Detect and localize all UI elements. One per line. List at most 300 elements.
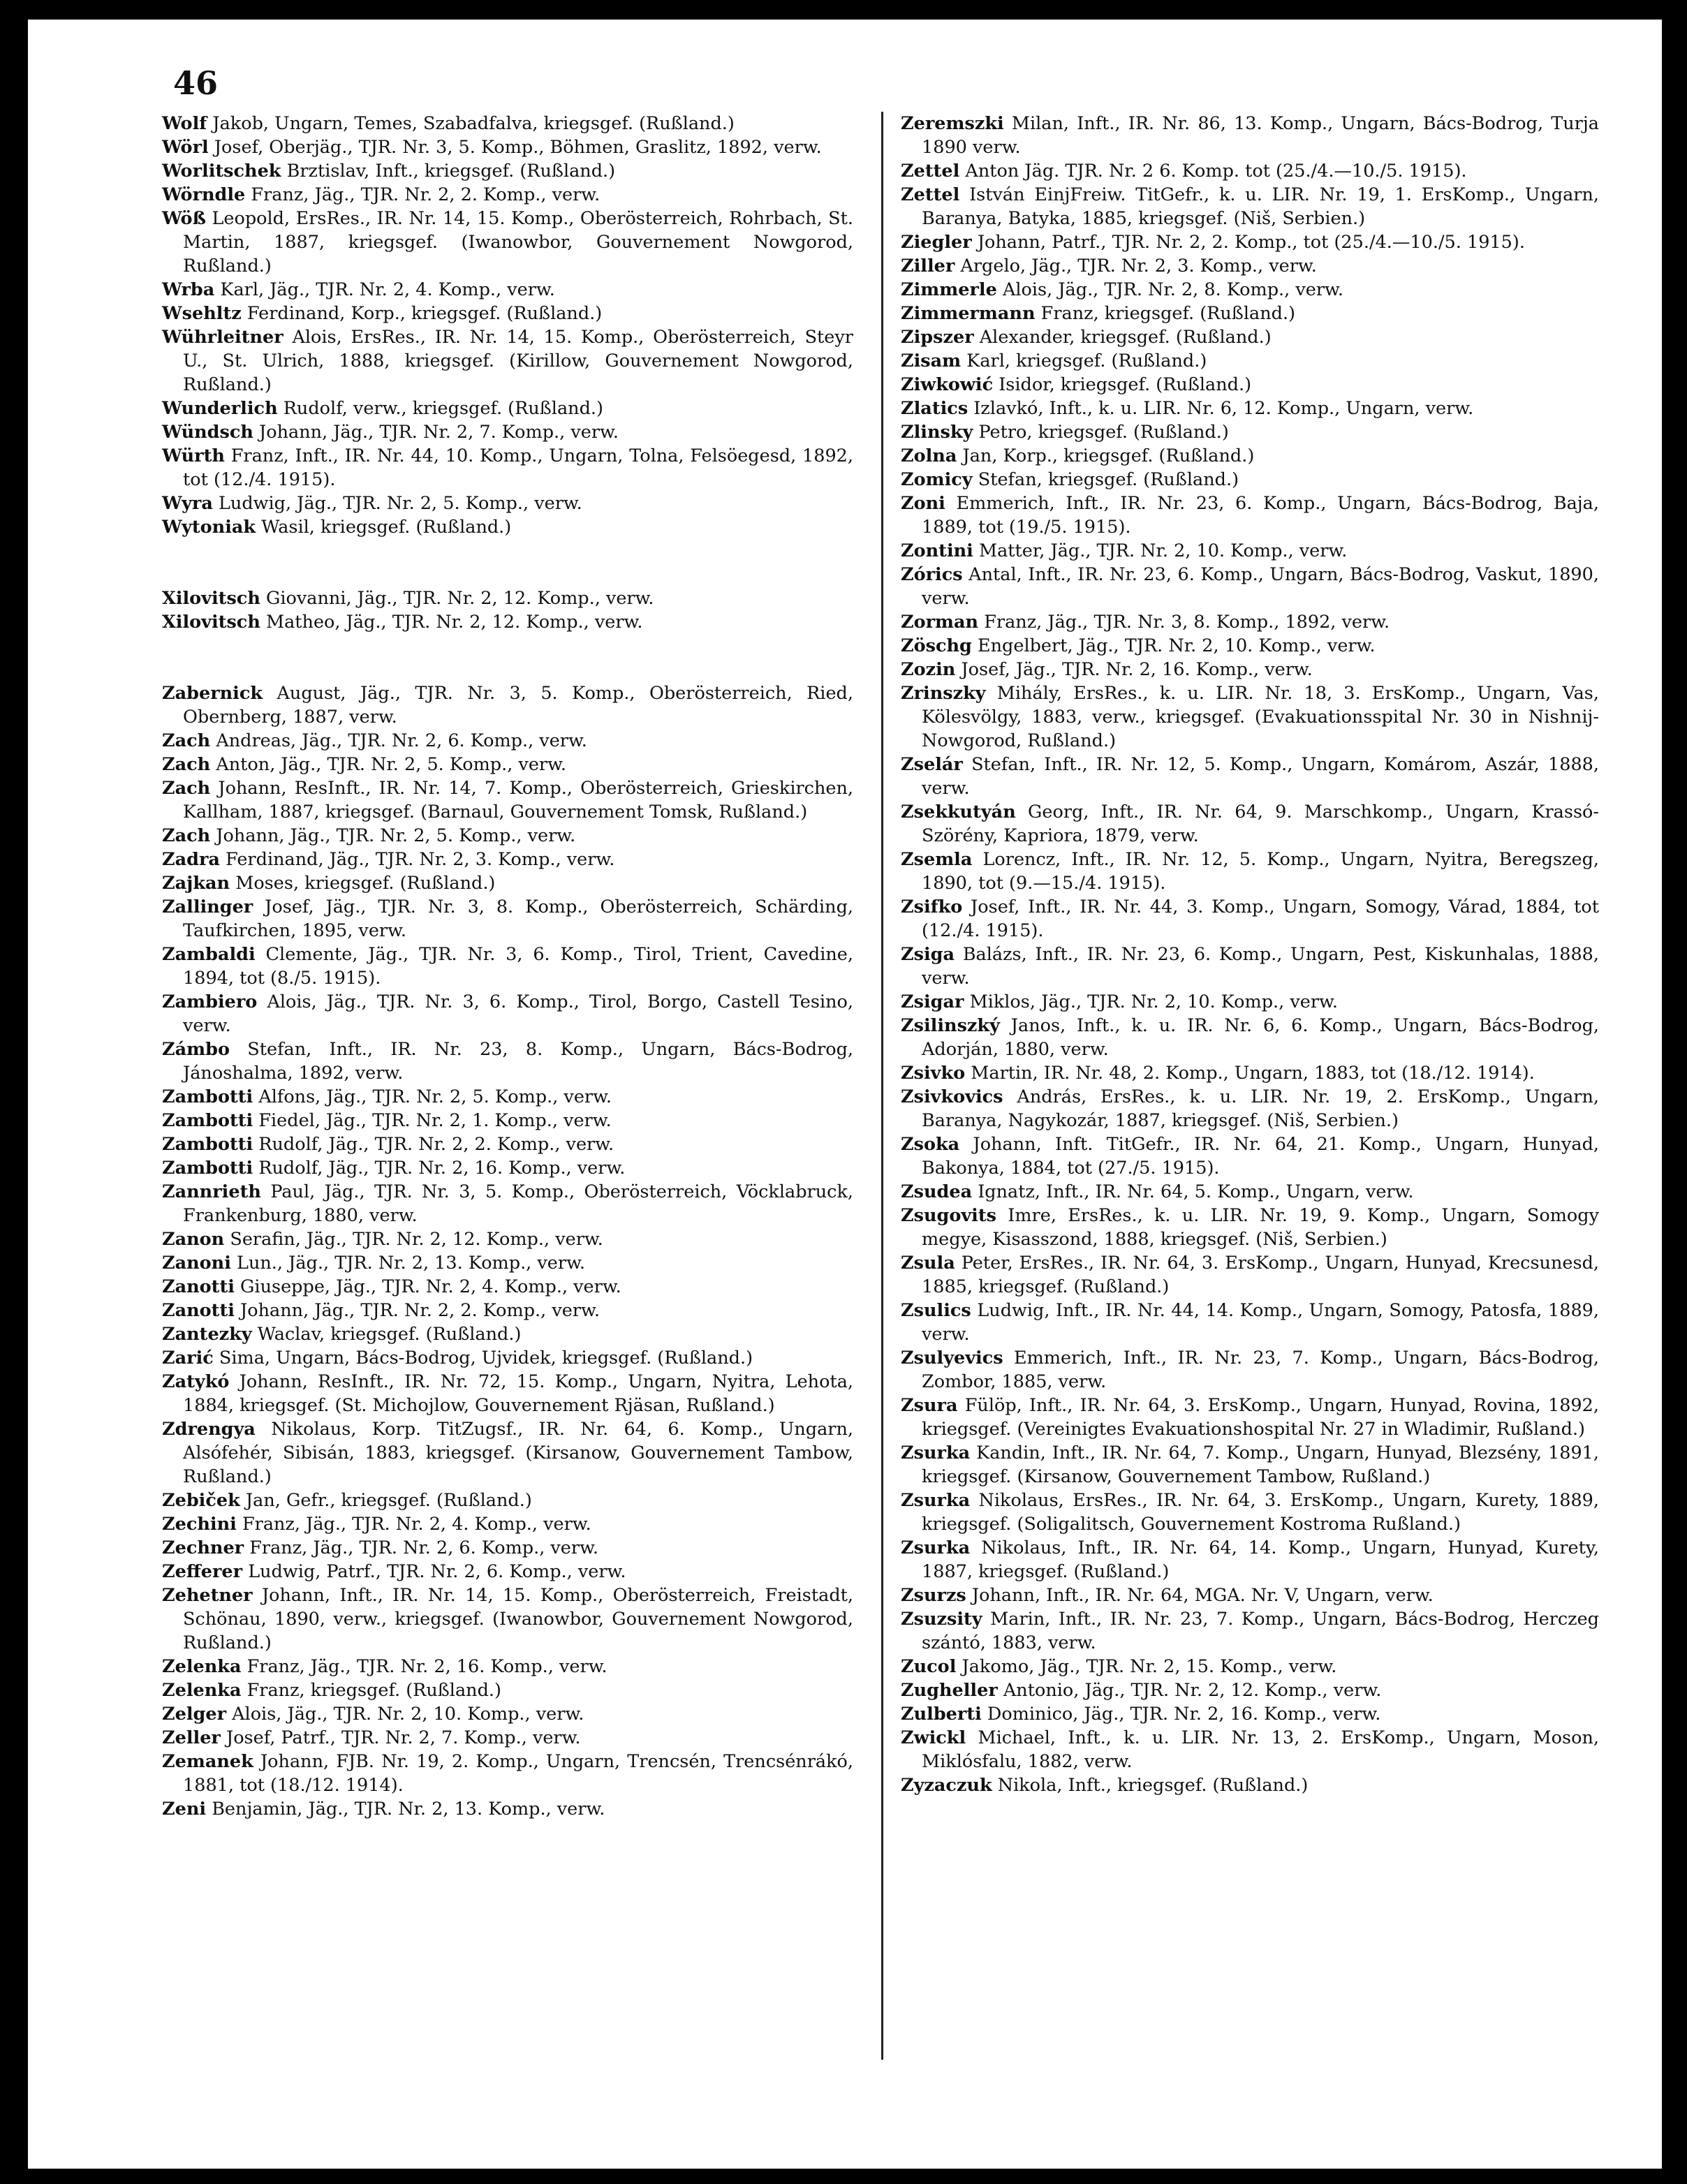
list-entry xyxy=(901,1584,1599,1607)
entry-details: Stefan, Inft., IR. Nr. 23, 8. Komp., Ungarn, Bács-Bodrog, Jánoshalma, 1892, verw. xyxy=(183,1039,854,1084)
entry-details: Rudolf, Jäg., TJR. Nr. 2, 2. Komp., verw. xyxy=(258,1134,614,1155)
entry-details: Clemente, Jäg., TJR. Nr. 3, 6. Komp., Tirol, Trient, Cavedine, 1894, tot (8./5. 1915). xyxy=(183,944,853,989)
list-entry xyxy=(162,492,853,515)
list-entry xyxy=(901,1702,1599,1726)
entry-surname: Zsoka xyxy=(901,1134,960,1155)
entry-details: Franz, Inft., IR. Nr. 44, 10. Komp., Ungarn, Tolna, Felsöegesd, 1892, tot (12./4. 1915). xyxy=(183,445,854,490)
list-entry xyxy=(901,112,1599,159)
list-entry xyxy=(901,1536,1599,1584)
list-entry xyxy=(901,420,1599,444)
entry-surname: Zontini xyxy=(901,540,973,561)
entry-surname: Zorman xyxy=(901,612,979,633)
list-entry xyxy=(901,895,1599,943)
list-entry xyxy=(901,634,1599,658)
entry-details: Johann, Inft. TitGefr., IR. Nr. 64, 21. Komp., Ungarn, Hunyad, Bakonya, 1884, tot (27./5. 1915). xyxy=(922,1134,1600,1179)
entry-surname: Zsurka xyxy=(901,1490,971,1511)
entry-surname: Ziller xyxy=(901,256,955,276)
entry-details: Josef, Jäg., TJR. Nr. 3, 8. Komp., Oberösterreich, Schärding, Taufkirchen, 1895, verw. xyxy=(183,897,854,941)
list-entry xyxy=(901,610,1599,634)
list-entry xyxy=(162,871,853,895)
entry-surname: Wöß xyxy=(162,208,206,229)
entry-details: Josef, Oberjäg., TJR. Nr. 3, 5. Komp., Böhmen, Graslitz, 1892, verw. xyxy=(214,137,822,158)
list-entry xyxy=(162,207,853,278)
page-number: 46 xyxy=(173,64,219,102)
list-entry xyxy=(901,800,1599,848)
entry-surname: Zelenka xyxy=(162,1656,242,1677)
list-entry xyxy=(162,444,853,492)
list-entry xyxy=(162,1299,853,1322)
list-entry xyxy=(901,539,1599,563)
section-gap xyxy=(162,634,853,681)
entry-details: Argelo, Jäg., TJR. Nr. 2, 3. Komp., verw. xyxy=(960,256,1317,276)
entry-surname: Zettel xyxy=(901,161,960,182)
entry-details: Josef, Jäg., TJR. Nr. 2, 16. Komp., verw. xyxy=(961,659,1313,680)
list-entry xyxy=(162,325,853,397)
list-entry xyxy=(162,1227,853,1251)
entry-surname: Zimmermann xyxy=(901,303,1036,324)
entry-surname: Zambotti xyxy=(162,1134,253,1155)
entry-surname: Zefferer xyxy=(162,1561,243,1582)
list-entry xyxy=(162,302,853,325)
entry-details: Paul, Jäg., TJR. Nr. 3, 5. Komp., Oberösterreich, Vöcklabruck, Frankenburg, 1880, verw. xyxy=(183,1181,853,1226)
entry-details: Alexander, kriegsgef. (Rußland.) xyxy=(979,327,1272,348)
entry-details: Nikolaus, Korp. TitZugsf., IR. Nr. 64, 6. Komp., Ungarn, Alsófehér, Sibisán, 1883, kriegsgef. (Kirsanow, Gouvernement Tambow, Rußland.) xyxy=(183,1419,853,1487)
list-entry xyxy=(901,1346,1599,1394)
entry-details: Johann, Jäg., TJR. Nr. 2, 5. Komp., verw. xyxy=(216,825,576,846)
list-entry xyxy=(901,349,1599,373)
entry-surname: Wolf xyxy=(162,113,207,134)
entry-surname: Zsugovits xyxy=(901,1205,996,1226)
entry-details: Matter, Jäg., TJR. Nr. 2, 10. Komp., verw. xyxy=(978,540,1348,561)
entry-details: Johann, FJB. Nr. 19, 2. Komp., Ungarn, Trencsén, Trencsénrákó, 1881, tot (18./12. 1914). xyxy=(183,1751,854,1796)
entry-surname: Zsivkovics xyxy=(901,1086,1003,1107)
entry-details: Jakob, Ungarn, Temes, Szabadfalva, kriegsgef. (Rußland.) xyxy=(212,113,735,134)
entry-details: Lorencz, Inft., IR. Nr. 12, 5. Komp., Ungarn, Nyitra, Beregszeg, 1890, tot (9.—15./4. 1915). xyxy=(922,849,1599,894)
entry-details: Ludwig, Jäg., TJR. Nr. 2, 5. Komp., verw. xyxy=(218,493,582,514)
entry-surname: Zsifko xyxy=(901,897,963,917)
entry-surname: Zambotti xyxy=(162,1158,253,1179)
list-entry xyxy=(162,1370,853,1417)
list-entry xyxy=(901,681,1599,753)
list-entry xyxy=(162,1512,853,1536)
list-entry xyxy=(162,397,853,420)
entry-details: Brztislav, Inft., kriegsgef. (Rußland.) xyxy=(286,161,616,182)
entry-details: Giovanni, Jäg., TJR. Nr. 2, 12. Komp., verw. xyxy=(265,588,654,609)
list-entry xyxy=(162,1702,853,1726)
entry-surname: Wytoniak xyxy=(162,517,256,538)
entry-details: August, Jäg., TJR. Nr. 3, 5. Komp., Oberösterreich, Ried, Obernberg, 1887, verw. xyxy=(183,683,853,728)
entry-details: Johann, Jäg., TJR. Nr. 2, 2. Komp., verw. xyxy=(240,1300,600,1321)
entry-details: Moses, kriegsgef. (Rußland.) xyxy=(235,873,496,894)
entry-details: Johann, ResInft., IR. Nr. 14, 7. Komp., Oberösterreich, Grieskirchen, Kallham, 1887, kriegsgef. (Barnaul, Gouvernement Tomsk, Rußland.) xyxy=(183,778,853,822)
entry-surname: Zsemla xyxy=(901,849,973,870)
entry-details: Nikolaus, Inft., IR. Nr. 64, 14. Komp., Ungarn, Hunyad, Kurety, 1887, kriegsgef. (Rußland.) xyxy=(922,1537,1600,1582)
entry-surname: Zucol xyxy=(901,1656,957,1677)
entry-details: Franz, Jäg., TJR. Nr. 2, 4. Komp., verw. xyxy=(242,1514,591,1535)
list-entry xyxy=(162,420,853,444)
entry-surname: Zisam xyxy=(901,351,962,371)
entry-surname: Zámbo xyxy=(162,1039,230,1060)
entry-surname: Zimmerle xyxy=(901,279,997,300)
entry-details: Johann, Patrf., TJR. Nr. 2, 2. Komp., tot (25./4.—10./5. 1915). xyxy=(977,232,1525,253)
entry-surname: Zsivko xyxy=(901,1063,966,1084)
entry-surname: Wunderlich xyxy=(162,398,278,419)
entry-details: Emmerich, Inft., IR. Nr. 23, 7. Komp., Ungarn, Bács-Bodrog, Zombor, 1885, verw. xyxy=(922,1348,1599,1392)
entry-details: Imre, ErsRes., k. u. LIR. Nr. 19, 9. Komp., Ungarn, Somogy megye, Kisasszond, 1888, kriegsgef. (Niš, Serbien.) xyxy=(922,1205,1599,1250)
entry-details: Janos, Inft., k. u. IR. Nr. 6, 6. Komp., Ungarn, Bács-Bodrog, Adorján, 1880, verw. xyxy=(922,1015,1600,1060)
list-entry xyxy=(162,1180,853,1227)
entry-details: Stefan, kriegsgef. (Rußland.) xyxy=(978,469,1239,490)
entry-details: Miklos, Jäg., TJR. Nr. 2, 10. Komp., verw. xyxy=(969,991,1338,1012)
entry-surname: Zanon xyxy=(162,1229,225,1250)
entry-details: Johann, Inft., IR. Nr. 14, 15. Komp., Oberösterreich, Freistadt, Schönau, 1890, verw., kriegsgef. (Iwanowbor, Gouvernement Nowgorod, Rußland.) xyxy=(183,1585,853,1653)
list-entry xyxy=(901,1678,1599,1702)
entry-surname: Zsurka xyxy=(901,1537,971,1558)
list-entry xyxy=(901,990,1599,1014)
entry-details: Kandin, Inft., IR. Nr. 64, 7. Komp., Ungarn, Hunyad, Blezsény, 1891, kriegsgef. (Kirsanow, Gouvernement Tambow, Rußland.) xyxy=(922,1443,1600,1487)
entry-details: Antonio, Jäg., TJR. Nr. 2, 12. Komp., verw. xyxy=(1003,1680,1382,1701)
entry-details: Stefan, Inft., IR. Nr. 12, 5. Komp., Ungarn, Komárom, Aszár, 1888, verw. xyxy=(922,754,1599,799)
entry-surname: Wührleitner xyxy=(162,327,283,348)
entry-surname: Zozin xyxy=(901,659,956,680)
list-entry xyxy=(162,1655,853,1678)
list-entry xyxy=(162,729,853,753)
list-entry xyxy=(162,1726,853,1750)
list-entry xyxy=(901,397,1599,420)
list-entry xyxy=(162,753,853,776)
entry-surname: Zanoni xyxy=(162,1253,231,1274)
list-entry xyxy=(162,610,853,634)
entry-surname: Zeremszki xyxy=(901,113,1004,134)
entry-surname: Zsilinszký xyxy=(901,1015,1000,1036)
entry-details: Karl, kriegsgef. (Rußland.) xyxy=(966,351,1207,371)
entry-surname: Ziegler xyxy=(901,232,972,253)
entry-surname: Zsurka xyxy=(901,1443,971,1463)
entry-surname: Zettel xyxy=(901,184,960,205)
list-entry xyxy=(901,1607,1599,1655)
entry-surname: Zelenka xyxy=(162,1680,242,1701)
entry-surname: Zanotti xyxy=(162,1300,235,1321)
entry-surname: Wörndle xyxy=(162,184,246,205)
entry-surname: Zsiga xyxy=(901,944,955,965)
entry-details: Leopold, ErsRes., IR. Nr. 14, 15. Komp., Oberösterreich, Rohrbach, St. Martin, 1887, kriegsgef. (Iwanowbor, Gouvernement Nowgorod, Rußland.) xyxy=(183,208,853,276)
list-entry xyxy=(162,1584,853,1655)
entry-surname: Zehetner xyxy=(162,1585,253,1606)
scan-border-left xyxy=(0,0,28,2184)
entry-details: Alois, Jäg., TJR. Nr. 2, 8. Komp., verw. xyxy=(1002,279,1343,300)
list-entry xyxy=(162,1417,853,1489)
list-entry xyxy=(901,1014,1599,1061)
entry-details: Nikola, Inft., kriegsgef. (Rußland.) xyxy=(997,1775,1309,1796)
list-entry xyxy=(162,1251,853,1275)
entry-surname: Zsurzs xyxy=(901,1585,966,1606)
list-entry xyxy=(162,135,853,159)
list-entry xyxy=(162,1797,853,1821)
entry-details: Isidor, kriegsgef. (Rußland.) xyxy=(999,374,1252,395)
entry-surname: Zolna xyxy=(901,445,957,466)
entry-details: Rudolf, Jäg., TJR. Nr. 2, 16. Komp., verw. xyxy=(258,1158,626,1179)
entry-surname: Wrba xyxy=(162,279,215,300)
list-entry xyxy=(162,112,853,135)
scan-border-bottom xyxy=(0,2169,1687,2184)
entry-details: Ludwig, Inft., IR. Nr. 44, 14. Komp., Ungarn, Somogy, Patosfa, 1889, verw. xyxy=(922,1300,1599,1345)
entry-details: Karl, Jäg., TJR. Nr. 2, 4. Komp., verw. xyxy=(220,279,555,300)
list-entry xyxy=(901,278,1599,302)
entry-surname: Zannrieth xyxy=(162,1181,261,1202)
entry-details: Dominico, Jäg., TJR. Nr. 2, 16. Komp., verw. xyxy=(987,1704,1381,1725)
entry-surname: Xilovitsch xyxy=(162,588,260,609)
entry-details: Peter, ErsRes., IR. Nr. 64, 3. ErsKomp., Ungarn, Hunyad, Krecsunesd, 1885, kriegsgef. (Rußland.) xyxy=(922,1253,1599,1297)
entry-surname: Ziwkowić xyxy=(901,374,994,395)
entry-details: Andreas, Jäg., TJR. Nr. 2, 6. Komp., verw. xyxy=(216,730,587,751)
entry-surname: Zrinszky xyxy=(901,683,986,704)
entry-details: Alois, ErsRes., IR. Nr. 14, 15. Komp., Oberösterreich, Steyr U., St. Ulrich, 1888, kriegsgef. (Kirillow, Gouvernement Nowgorod, Rußland.) xyxy=(183,327,853,395)
list-entry xyxy=(901,254,1599,278)
entry-surname: Zsuzsity xyxy=(901,1609,982,1630)
list-entry xyxy=(162,278,853,302)
entry-details: András, ErsRes., k. u. LIR. Nr. 19, 2. ErsKomp., Ungarn, Baranya, Nagykozár, 1887, kriegsgef. (Niš, Serbien.) xyxy=(922,1086,1600,1131)
entry-details: Jan, Gefr., kriegsgef. (Rußland.) xyxy=(245,1490,532,1511)
entry-details: Anton Jäg. TJR. Nr. 2 6. Komp. tot (25./4.—10./5. 1915). xyxy=(965,161,1467,182)
list-entry xyxy=(162,776,853,824)
entry-surname: Zöschg xyxy=(901,635,972,656)
list-entry xyxy=(901,159,1599,183)
list-entry xyxy=(162,183,853,207)
entry-details: Ignatz, Inft., IR. Nr. 64, 5. Komp., Ungarn, verw. xyxy=(978,1181,1414,1202)
list-entry xyxy=(901,753,1599,800)
entry-surname: Zambotti xyxy=(162,1086,253,1107)
entry-details: Josef, Inft., IR. Nr. 44, 3. Komp., Ungarn, Somogy, Várad, 1884, tot (12./4. 1915). xyxy=(922,897,1599,941)
list-entry xyxy=(901,492,1599,539)
entry-surname: Zsulyevics xyxy=(901,1348,1003,1368)
entry-surname: Zabernick xyxy=(162,683,263,704)
list-entry xyxy=(162,1275,853,1299)
entry-surname: Zantezky xyxy=(162,1324,252,1345)
entry-surname: Zsudea xyxy=(901,1181,973,1202)
list-entry xyxy=(162,1109,853,1132)
entry-surname: Zdrengya xyxy=(162,1419,256,1440)
list-entry xyxy=(901,1489,1599,1536)
entry-surname: Zarić xyxy=(162,1348,214,1368)
list-entry xyxy=(162,1678,853,1702)
entry-details: István EinjFreiw. TitGefr., k. u. LIR. Nr. 19, 1. ErsKomp., Ungarn, Baranya, Batyka, 1885, kriegsgef. (Niš, Serbien.) xyxy=(922,184,1599,229)
entry-details: Alois, Jäg., TJR. Nr. 3, 6. Komp., Tirol, Borgo, Castell Tesino, verw. xyxy=(183,991,853,1036)
entry-surname: Zambotti xyxy=(162,1110,253,1131)
entry-details: Franz, Jäg., TJR. Nr. 2, 6. Komp., verw. xyxy=(249,1537,598,1558)
list-entry xyxy=(901,1441,1599,1489)
scan-border-top xyxy=(0,0,1687,20)
entry-surname: Zsula xyxy=(901,1253,955,1274)
entry-details: Georg, Inft., IR. Nr. 64, 9. Marschkomp., Ungarn, Krassó-Szörény, Kapriora, 1879, verw. xyxy=(922,802,1599,846)
entry-details: Antal, Inft., IR. Nr. 23, 6. Komp., Ungarn, Bács-Bodrog, Vaskut, 1890, verw. xyxy=(922,564,1599,609)
entry-surname: Zach xyxy=(162,778,211,799)
entry-surname: Zambiero xyxy=(162,991,258,1012)
list-entry xyxy=(162,1132,853,1156)
list-entry xyxy=(162,515,853,539)
entry-details: Waclav, kriegsgef. (Rußland.) xyxy=(257,1324,522,1345)
entry-details: Izlavkó, Inft., k. u. LIR. Nr. 6, 12. Komp., Ungarn, verw. xyxy=(973,398,1474,419)
list-entry xyxy=(901,468,1599,492)
entry-surname: Wörl xyxy=(162,137,209,158)
entry-details: Giuseppe, Jäg., TJR. Nr. 2, 4. Komp., verw. xyxy=(240,1276,621,1297)
entry-details: Petro, kriegsgef. (Rußland.) xyxy=(978,422,1229,443)
entry-surname: Zelger xyxy=(162,1704,227,1725)
entry-details: Mihály, ErsRes., k. u. LIR. Nr. 18, 3. ErsKomp., Ungarn, Vas, Kölesvölgy, 1883, verw., kriegsgef. (Evakuationsspital Nr. 30 in Nishnij-Nowgorod, Rußland.) xyxy=(922,683,1599,751)
entry-surname: Zadra xyxy=(162,849,220,870)
entry-surname: Wyra xyxy=(162,493,213,514)
entry-details: Nikolaus, ErsRes., IR. Nr. 64, 3. ErsKomp., Ungarn, Kurety, 1889, kriegsgef. (Soligalitsch, Gouvernement Kostroma Rußland.) xyxy=(922,1490,1599,1535)
entry-surname: Zeni xyxy=(162,1799,207,1820)
entry-details: Johann, Inft., IR. Nr. 64, MGA. Nr. V, Ungarn, verw. xyxy=(971,1585,1434,1606)
list-entry xyxy=(901,1061,1599,1085)
entry-surname: Zeller xyxy=(162,1727,221,1748)
entry-surname: Zajkan xyxy=(162,873,230,894)
list-entry xyxy=(162,848,853,871)
list-entry xyxy=(162,943,853,990)
list-entry xyxy=(162,159,853,183)
list-entry xyxy=(162,1750,853,1797)
entry-details: Engelbert, Jäg., TJR. Nr. 2, 10. Komp., verw. xyxy=(978,635,1376,656)
list-entry xyxy=(901,325,1599,349)
entry-surname: Zsekkutyán xyxy=(901,802,1016,822)
entry-surname: Zlinsky xyxy=(901,422,973,443)
entry-surname: Zugheller xyxy=(901,1680,998,1701)
entry-surname: Zebiček xyxy=(162,1490,240,1511)
list-entry xyxy=(901,563,1599,610)
list-entry xyxy=(162,1322,853,1346)
entry-details: Franz, kriegsgef. (Rußland.) xyxy=(1040,303,1295,324)
entry-details: Rudolf, verw., kriegsgef. (Rußland.) xyxy=(283,398,603,419)
entry-surname: Worlitschek xyxy=(162,161,281,182)
entry-details: Jakomo, Jäg., TJR. Nr. 2, 15. Komp., verw. xyxy=(962,1656,1337,1677)
list-entry xyxy=(162,824,853,848)
entry-surname: Wündsch xyxy=(162,422,253,443)
left-column xyxy=(162,112,853,1821)
entry-surname: Zechner xyxy=(162,1537,244,1558)
entry-surname: Zach xyxy=(162,825,211,846)
entry-surname: Wsehltz xyxy=(162,303,242,324)
entry-surname: Zanotti xyxy=(162,1276,235,1297)
list-entry xyxy=(162,990,853,1038)
list-entry xyxy=(901,1180,1599,1204)
entry-details: Benjamin, Jäg., TJR. Nr. 2, 13. Komp., verw. xyxy=(212,1799,605,1820)
entry-details: Wasil, kriegsgef. (Rußland.) xyxy=(261,517,512,538)
entry-details: Johann, ResInft., IR. Nr. 72, 15. Komp., Ungarn, Nyitra, Lehota, 1884, kriegsgef. (St. Michojlow, Gouvernement Rjäsan, Rußland.) xyxy=(183,1371,853,1416)
list-entry xyxy=(162,1085,853,1109)
entry-surname: Zsura xyxy=(901,1395,958,1416)
entry-details: Fülöp, Inft., IR. Nr. 64, 3. ErsKomp., Ungarn, Hunyad, Rovina, 1892, kriegsgef. (Vereinigtes Evakuationshospital Nr. 27 in Wladimir, Rußland.) xyxy=(922,1395,1599,1440)
scan-border-right xyxy=(1662,0,1687,2184)
entry-details: Franz, kriegsgef. (Rußland.) xyxy=(246,1680,501,1701)
list-entry xyxy=(901,1655,1599,1678)
list-entry xyxy=(901,1085,1599,1132)
entry-surname: Zipszer xyxy=(901,327,974,348)
entry-surname: Zyzaczuk xyxy=(901,1775,992,1796)
entry-surname: Zselár xyxy=(901,754,963,775)
entry-surname: Zsulics xyxy=(901,1300,971,1321)
entry-details: Anton, Jäg., TJR. Nr. 2, 5. Komp., verw. xyxy=(216,754,567,775)
entry-details: Ferdinand, Jäg., TJR. Nr. 2, 3. Komp., verw. xyxy=(226,849,615,870)
entry-details: Ludwig, Patrf., TJR. Nr. 2, 6. Komp., verw. xyxy=(248,1561,626,1582)
entry-details: Matheo, Jäg., TJR. Nr. 2, 12. Komp., verw. xyxy=(265,612,643,633)
list-entry xyxy=(901,1394,1599,1441)
entry-surname: Zwickl xyxy=(901,1727,966,1748)
list-entry xyxy=(901,302,1599,325)
list-entry xyxy=(901,1726,1599,1773)
right-column xyxy=(901,112,1599,1797)
entry-details: Franz, Jäg., TJR. Nr. 3, 8. Komp., 1892, verw. xyxy=(984,612,1390,633)
entry-details: Jan, Korp., kriegsgef. (Rußland.) xyxy=(962,445,1255,466)
entry-details: Alois, Jäg., TJR. Nr. 2, 10. Komp., verw. xyxy=(232,1704,584,1725)
entry-details: Lun., Jäg., TJR. Nr. 2, 13. Komp., verw. xyxy=(237,1253,585,1274)
entry-surname: Zórics xyxy=(901,564,963,585)
list-entry xyxy=(162,895,853,943)
entry-surname: Zomicy xyxy=(901,469,973,490)
list-entry xyxy=(162,1536,853,1560)
list-entry xyxy=(162,1346,853,1370)
entry-surname: Würth xyxy=(162,445,225,466)
entry-surname: Zach xyxy=(162,730,211,751)
list-entry xyxy=(901,373,1599,397)
list-entry xyxy=(162,1489,853,1512)
list-entry xyxy=(901,230,1599,254)
entry-surname: Zemanek xyxy=(162,1751,253,1772)
list-entry xyxy=(901,848,1599,895)
entry-details: Ferdinand, Korp., kriegsgef. (Rußland.) xyxy=(246,303,603,324)
list-entry xyxy=(901,1251,1599,1299)
entry-details: Balázs, Inft., IR. Nr. 23, 6. Komp., Ungarn, Pest, Kiskunhalas, 1888, verw. xyxy=(922,944,1599,989)
list-entry xyxy=(901,1299,1599,1346)
entry-surname: Zambaldi xyxy=(162,944,256,965)
list-entry xyxy=(162,681,853,729)
entry-surname: Zatykó xyxy=(162,1371,230,1392)
list-entry xyxy=(901,1204,1599,1251)
section-gap xyxy=(162,539,853,586)
entry-details: Michael, Inft., k. u. LIR. Nr. 13, 2. ErsKomp., Ungarn, Moson, Miklósfalu, 1882, verw. xyxy=(922,1727,1599,1772)
list-entry xyxy=(162,1156,853,1180)
entry-details: Johann, Jäg., TJR. Nr. 2, 7. Komp., verw. xyxy=(259,422,619,443)
entry-details: Marin, Inft., IR. Nr. 23, 7. Komp., Ungarn, Bács-Bodrog, Herczeg szántó, 1883, verw. xyxy=(922,1609,1599,1653)
entry-details: Alfons, Jäg., TJR. Nr. 2, 5. Komp., verw. xyxy=(258,1086,612,1107)
column-divider xyxy=(881,112,883,2060)
entry-surname: Zach xyxy=(162,754,211,775)
entry-details: Milan, Inft., IR. Nr. 86, 13. Komp., Ungarn, Bács-Bodrog, Turja 1890 verw. xyxy=(922,113,1599,158)
entry-details: Franz, Jäg., TJR. Nr. 2, 16. Komp., verw. xyxy=(246,1656,607,1677)
entry-details: Josef, Patrf., TJR. Nr. 2, 7. Komp., verw. xyxy=(226,1727,581,1748)
list-entry xyxy=(901,658,1599,681)
entry-surname: Xilovitsch xyxy=(162,612,260,633)
list-entry xyxy=(901,183,1599,230)
entry-details: Sima, Ungarn, Bács-Bodrog, Ujvidek, kriegsgef. (Rußland.) xyxy=(219,1348,753,1368)
entry-surname: Zlatics xyxy=(901,398,968,419)
entry-surname: Zallinger xyxy=(162,897,253,917)
list-entry xyxy=(901,943,1599,990)
entry-surname: Zechini xyxy=(162,1514,237,1535)
entry-details: Emmerich, Inft., IR. Nr. 23, 6. Komp., Ungarn, Bács-Bodrog, Baja, 1889, tot (19./5. 1915). xyxy=(922,493,1599,538)
entry-surname: Zulberti xyxy=(901,1704,982,1725)
list-entry xyxy=(901,1773,1599,1797)
list-entry xyxy=(901,444,1599,468)
list-entry xyxy=(162,1038,853,1085)
entry-surname: Zoni xyxy=(901,493,945,514)
entry-details: Franz, Jäg., TJR. Nr. 2, 2. Komp., verw. xyxy=(251,184,601,205)
list-entry xyxy=(162,1560,853,1584)
entry-surname: Zsigar xyxy=(901,991,964,1012)
entry-details: Serafin, Jäg., TJR. Nr. 2, 12. Komp., verw. xyxy=(230,1229,603,1250)
list-entry xyxy=(901,1132,1599,1180)
entry-details: Martin, IR. Nr. 48, 2. Komp., Ungarn, 1883, tot (18./12. 1914). xyxy=(971,1063,1535,1084)
entry-details: Fiedel, Jäg., TJR. Nr. 2, 1. Komp., verw. xyxy=(258,1110,612,1131)
